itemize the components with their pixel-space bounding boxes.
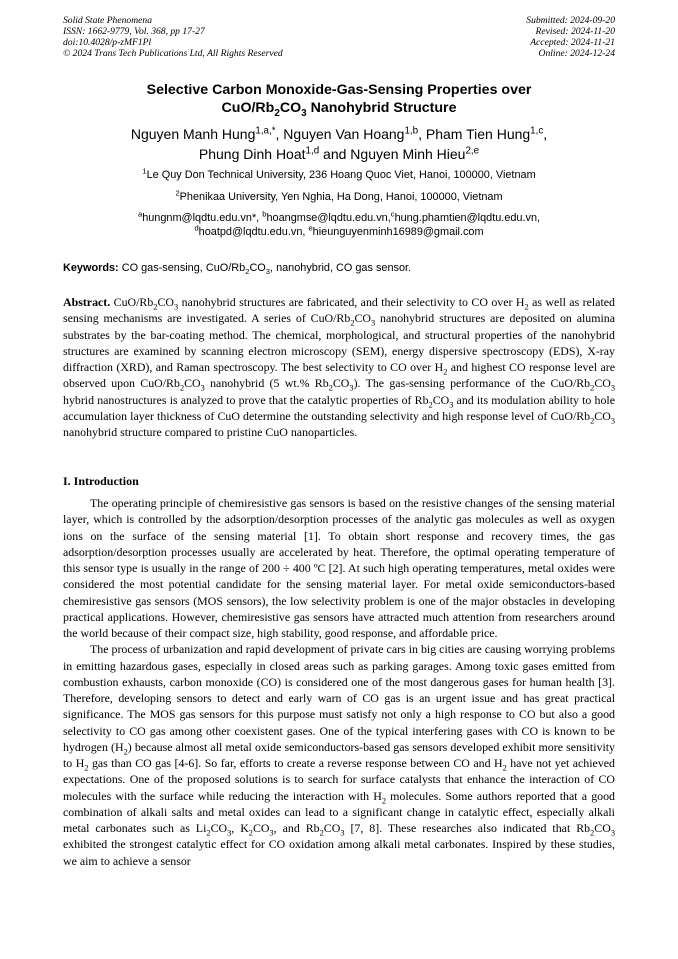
- abstract-text: CO: [332, 376, 350, 391]
- introduction-body: [63, 495, 615, 869]
- intro-text: , K: [231, 821, 249, 835]
- date-online: Online: 2024-12-24: [538, 48, 615, 59]
- affil-marker: 1: [142, 166, 147, 176]
- date-accepted: Accepted: 2024-11-21: [530, 37, 615, 48]
- email-line-1: [40, 211, 638, 225]
- date-revised: Revised: 2024-11-20: [535, 26, 615, 37]
- subscript: 2: [123, 747, 128, 757]
- email-address: hungnm@lqdtu.edu.vn*,: [142, 212, 263, 224]
- subscript: 3: [610, 828, 615, 838]
- section-heading-introduction: I. Introduction: [63, 474, 139, 488]
- intro-text: gas than CO gas [4-6]. So far, efforts to create a reverse response between CO and H: [88, 756, 503, 770]
- subscript: 2: [245, 267, 250, 277]
- email-address: hoatpd@lqdtu.edu.vn,: [198, 226, 309, 238]
- submission-dates: [526, 15, 615, 59]
- subscript: 3: [200, 383, 205, 393]
- subscript: 2: [590, 383, 595, 393]
- abstract-text: CO: [432, 392, 450, 407]
- subscript: 2: [443, 367, 448, 377]
- email-list: [40, 211, 638, 239]
- title-line-1: Selective Carbon Monoxide-Gas-Sensing Properties over: [146, 82, 532, 98]
- email-line-2: [40, 225, 638, 239]
- keywords-label: Keywords:: [63, 262, 119, 274]
- subscript: 2: [153, 302, 158, 312]
- title-text: CuO/Rb: [221, 100, 275, 116]
- email-address: hieunguyenminh16989@gmail.com: [312, 226, 484, 238]
- subscript: 2: [502, 763, 507, 773]
- subscript: 2: [381, 795, 387, 805]
- intro-text: CO: [252, 821, 270, 835]
- subscript: 2: [590, 828, 595, 838]
- abstract-text: nanohybrid (5 wt.% Rb: [204, 376, 329, 391]
- intro-text: have not yet achieved expectations. One of the proposed solutions is to search for surface catalysts that enhance the interaction of CO molecules with the surface while reducing the interaction with H: [63, 756, 615, 803]
- abstract-text: hybrid nanostructures is analyzed to prove that the catalytic properties of Rb: [63, 392, 429, 407]
- subscript: 2: [206, 828, 211, 838]
- subscript: 3: [174, 302, 179, 312]
- abstract-text: CO: [354, 311, 372, 326]
- subscript: 3: [265, 267, 271, 277]
- intro-text: , and Rb: [273, 821, 320, 835]
- affiliation-2: [40, 190, 638, 204]
- journal-issn: ISSN: 1662-9779, Vol. 368, pp 17-27: [63, 26, 205, 37]
- subscript: 3: [227, 828, 232, 838]
- subscript: 2: [428, 399, 433, 409]
- subscript: 2: [248, 828, 253, 838]
- subscript: 3: [269, 828, 274, 838]
- abstract-label: Abstract.: [63, 295, 111, 309]
- abstract-text: and highest CO response level are observed upon CuO/Rb: [63, 360, 615, 391]
- author-line-1: [40, 124, 638, 144]
- intro-text: CO: [323, 821, 341, 835]
- subscript: 2: [84, 763, 89, 773]
- affil-text: Le Quy Don Technical University, 236 Hoang Quoc Viet, Hanoi, 100000, Vietnam: [146, 169, 536, 181]
- subscript: 3: [371, 318, 376, 328]
- subscript: 3: [340, 828, 345, 838]
- abstract-text: as well as related sensing mechanisms are investigated. A series of CuO/Rb: [63, 295, 615, 326]
- subscript: 2: [524, 302, 529, 312]
- intro-text: CO: [210, 821, 228, 835]
- email-marker: e: [308, 223, 313, 233]
- author-name: and Nguyen Minh Hieu: [319, 146, 466, 162]
- journal-doi: doi:10.4028/p-zMF1Pl: [63, 37, 152, 48]
- affil-text: Phenikaa University, Yen Nghia, Ha Dong, Hanoi, 100000, Vietnam: [179, 191, 503, 203]
- intro-text: [7, 8]. These researches also indicated that Rb: [344, 821, 591, 835]
- abstract-text: CO: [184, 376, 201, 391]
- email-marker: a: [137, 209, 143, 219]
- subscript: 3: [449, 399, 454, 409]
- keywords: [63, 261, 411, 275]
- author-separator: ,: [543, 126, 548, 142]
- abstract: [63, 294, 615, 440]
- subscript: 2: [350, 318, 355, 328]
- abstract-text: nanohybrid structures are fabricated, and their selectivity to CO over H: [178, 295, 525, 309]
- date-submitted: Submitted: 2024-09-20: [526, 15, 615, 26]
- author-affil-marker: 1,a,*: [255, 125, 276, 137]
- author-name: , Nguyen Van Hoang: [275, 126, 405, 142]
- email-marker: b: [262, 209, 267, 219]
- abstract-text: CO: [594, 376, 611, 391]
- abstract-text: and its modulation ability to hole accumulation layer thickness of CuO determine the outstanding selectivity and high response level of CuO/Rb: [63, 392, 615, 423]
- keywords-text: CO: [249, 262, 266, 274]
- author-affil-marker: 2,e: [465, 145, 480, 157]
- subscript: 2: [319, 828, 324, 838]
- intro-text: The process of urbanization and rapid development of private cars in big cities are causing worrying problems in emitting hazardous gases, especially in closed areas such as parking garages. Among toxic gases emitted from combustion exhausts, carbon monoxide (CO) is considered one of the most dangerous gases for human health [3]. Therefore, developing sensors to detect and early warn of CO gas is an urgent issue and has great practical significance. The MOS gas sensors for this purpose must satisfy not only a high response to CO but also a good selectivity to CO gas among other coexistent gases. One of the typical interfering gases with CO is known to be hydrogen (H: [63, 642, 615, 754]
- author-name: Nguyen Manh Hung: [130, 126, 256, 142]
- author-list: [40, 124, 638, 164]
- subscript: 3: [349, 383, 354, 393]
- keywords-text: CO gas-sensing, CuO/Rb: [118, 262, 246, 274]
- journal-info: [63, 15, 283, 59]
- author-affil-marker: 1,c: [530, 125, 544, 137]
- journal-copyright: © 2024 Trans Tech Publications Ltd, All Rights Reserved: [63, 48, 283, 59]
- author-name: Phung Dinh Hoat: [198, 146, 306, 162]
- subscript: 2: [179, 383, 185, 393]
- intro-text: exhibited the strongest catalytic effect for CO oxidation among alkali metal carbonates. Inspired by these studies, we aim to achieve a sensor: [63, 837, 615, 868]
- abstract-text: CuO/Rb: [110, 295, 154, 309]
- subscript: 3: [610, 416, 615, 426]
- title-line-2: [40, 99, 638, 117]
- abstract-text: nanohybrid structures are deposited on alumina substrates by the bar-coating method. The chemical, morphological, and structural properties of the nanohybrid structures are examined by scanning electron microscopy (SEM), energy dispersive spectroscopy (EDS), X-ray diffraction (XRD), and Raman spectroscopy. The best selectivity to CO over H: [63, 311, 616, 374]
- author-line-2: [40, 144, 638, 164]
- intro-paragraph-2: [63, 641, 615, 869]
- subscript: 2: [328, 383, 333, 393]
- intro-paragraph-1: The operating principle of chemiresistive gas sensors is based on the resistive changes of the sensing material layer, which is controlled by the adsorption/desorption processes of the analytic gas molecules as well as oxygen ions on the surface of the sensing material [1]. To obtain short response and recovery times, the gas adsorption/desorption processes usually are accelerated by heat. Therefore, the optimal operating temperature of this sensor type is usually in the range of 200 ÷ 400 ºC [2]. At such high operating temperatures, metal oxides were considered the most potential candidate for the sensing material layer. For metal oxide semiconductors-based chemiresistive gas sensors (MOS sensors), the low selectivity problem is one of the major obstacles in developing practical applications. However, chemiresistive gas sensors have attracted much attention from researchers around the world because of their compact size, high stability, good response, and affordable price.: [63, 496, 615, 640]
- affiliation-1: [40, 168, 638, 182]
- abstract-text: nanohybrid structure compared to pristine CuO nanoparticles.: [63, 425, 358, 439]
- abstract-text: CO: [594, 408, 611, 423]
- email-address: hoangmse@lqdtu.edu.vn,: [266, 212, 391, 224]
- intro-text: ) because almost all metal oxide semiconductors-based gas sensors developed exhibit more sensitivity to H: [63, 739, 615, 770]
- paper-title: [40, 81, 638, 117]
- title-text: Nanohybrid Structure: [306, 100, 457, 116]
- email-marker: d: [194, 223, 199, 233]
- subscript: 2: [590, 416, 595, 426]
- author-affil-marker: 1,d: [305, 145, 320, 157]
- intro-text: CO: [594, 821, 611, 835]
- subscript: 3: [610, 383, 616, 393]
- title-subscript: 2: [274, 107, 280, 119]
- author-name: , Pham Tien Hung: [418, 126, 531, 142]
- abstract-text: ). The gas-sensing performance of the CuO/Rb: [353, 376, 591, 391]
- keywords-text: , nanohybrid, CO gas sensor.: [270, 262, 412, 274]
- author-affil-marker: 1,b: [404, 125, 419, 137]
- journal-name: Solid State Phenomena: [63, 15, 152, 26]
- title-text: CO: [279, 100, 302, 116]
- affil-marker: 2: [175, 188, 180, 198]
- email-address: hung.phamtien@lqdtu.edu.vn,: [394, 212, 541, 224]
- abstract-text: CO: [157, 295, 174, 309]
- email-marker: c: [390, 209, 395, 219]
- intro-text: molecules. Some authors reported that a good combination of alkali salts and metal oxides can lead to a significant change in catalytic effect, especially alkali metal carbonates such as Li: [63, 788, 615, 835]
- title-subscript: 3: [301, 107, 307, 119]
